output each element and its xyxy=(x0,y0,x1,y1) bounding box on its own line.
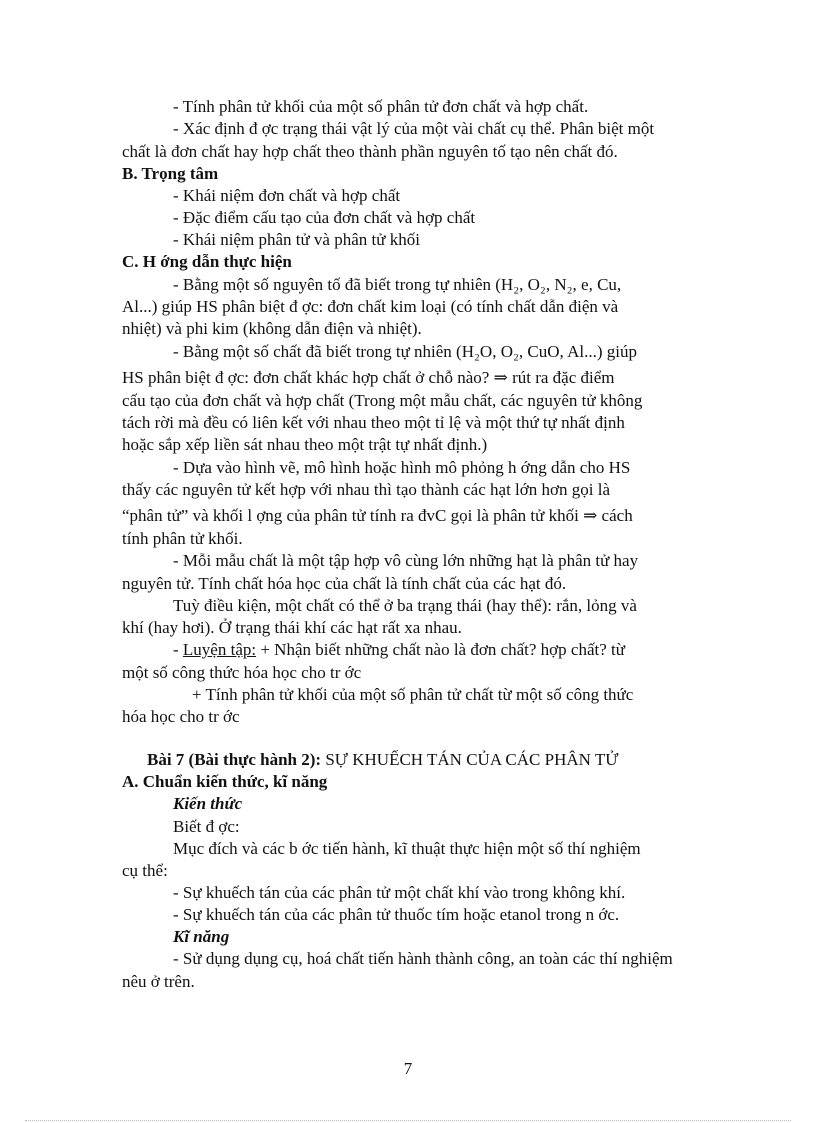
text-line: - Sử dụng dụng cụ, hoá chất tiến hành thành công, an toàn các thí nghiệm xyxy=(173,949,673,968)
text-line: - Mỗi mẫu chất là một tập hợp vô cùng lớn những hạt là phân tử hay xyxy=(173,551,639,570)
text-line: khí (hay hơi). Ở trạng thái khí các hạt rất xa nhau. xyxy=(122,618,462,637)
text-line: hoặc sắp xếp liền sát nhau theo một trật tự nhất định.) xyxy=(122,435,488,454)
text-line: HS phân biệt đ ợc: đơn chất khác hợp chất ở chỗ nào? ⇒ rút ra đặc điểm xyxy=(122,368,615,387)
section-heading: B. Trọng tâm xyxy=(122,164,219,183)
text-line: - Bằng một số nguyên tố đã biết trong tự nhiên (H₂, O₂, N₂, e, Cu, xyxy=(173,275,622,294)
text-line: “phân tử” và khối l ợng của phân tử tính ra đvC gọi là phân tử khối ⇒ cách xyxy=(122,506,633,525)
lesson-title xyxy=(147,749,618,771)
text-line: Tuỳ điều kiện, một chất có thể ở ba trạng thái (hay thể): rắn, lỏng và xyxy=(173,596,637,615)
text-line: tính phân tử khối. xyxy=(122,529,243,548)
text-line: - Sự khuếch tán của các phân tử thuốc tím hoặc etanol trong n ớc. xyxy=(173,905,620,924)
text-line: chất là đơn chất hay hợp chất theo thành phần nguyên tố tạo nên chất đó. xyxy=(122,142,618,161)
text-line: nêu ở trên. xyxy=(122,972,195,991)
section-heading: C. H ớng dẫn thực hiện xyxy=(122,252,292,271)
page-number: 7 xyxy=(403,1059,413,1078)
footer-divider xyxy=(25,1120,791,1121)
text-line: - Luyện tập: + Nhận biết những chất nào là đơn chất? hợp chất? từ xyxy=(173,640,625,659)
text-line: Mục đích và các b ớc tiến hành, kĩ thuật thực hiện một số thí nghiệm xyxy=(173,839,641,858)
subsection-heading: Kiến thức xyxy=(173,794,243,813)
text-line: - Dựa vào hình vẽ, mô hình hoặc hình mô phỏng h ớng dẫn cho HS xyxy=(173,458,631,477)
subsection-heading: Kĩ năng xyxy=(173,927,230,946)
text-line: - Đặc điểm cấu tạo của đơn chất và hợp chất xyxy=(173,208,476,227)
text-line: nhiệt) và phi kim (không dẫn điện và nhiệt). xyxy=(122,319,422,338)
text-line: thấy các nguyên tử kết hợp với nhau thì tạo thành các hạt lớn hơn gọi là xyxy=(122,480,610,499)
text-line: tách rời mà đều có liên kết với nhau theo một tỉ lệ và một thứ tự nhất định xyxy=(122,413,625,432)
practice-text: + Nhận biết những chất nào là đơn chất? hợp chất? từ xyxy=(256,640,625,659)
text-line: nguyên tử. Tính chất hóa học của chất là tính chất của các hạt đó. xyxy=(122,574,567,593)
text-line: - Xác định đ ợc trạng thái vật lý của một vài chất cụ thể. Phân biệt một xyxy=(173,119,655,138)
text-line: cụ thể: xyxy=(122,861,168,880)
text-line: - Khái niệm phân tử và phân tử khối xyxy=(173,230,420,249)
text-line: hóa học cho tr ớc xyxy=(122,707,240,726)
text-line: Biết đ ợc: xyxy=(173,817,240,836)
practice-label: Luyện tập: xyxy=(182,640,257,659)
lesson-name: SỰ KHUẾCH TÁN CỦA CÁC PHÂN TỬ xyxy=(325,750,619,769)
text-line: Al...) giúp HS phân biệt đ ợc: đơn chất kim loại (có tính chất dẫn điện và xyxy=(122,297,619,316)
text-line: + Tính phân tử khối của một số phân tử chất từ một số công thức xyxy=(192,685,634,704)
text-line: - Tính phân tử khối của một số phân tử đơn chất và hợp chất. xyxy=(173,97,589,116)
lesson-number: Bài 7 (Bài thực hành 2): xyxy=(147,750,326,769)
text-line: - Sự khuếch tán của các phân tử một chất khí vào trong không khí. xyxy=(173,883,626,902)
text-line: - Bằng một số chất đã biết trong tự nhiên (H₂O, O₂, CuO, Al...) giúp xyxy=(173,342,637,361)
text-line: cấu tạo của đơn chất và hợp chất (Trong một mẫu chất, các nguyên tử không xyxy=(122,391,643,410)
text-line: - Khái niệm đơn chất và hợp chất xyxy=(173,186,401,205)
text-line: một số công thức hóa học cho tr ớc xyxy=(122,663,362,682)
section-heading: A. Chuẩn kiến thức, kĩ năng xyxy=(122,772,328,791)
